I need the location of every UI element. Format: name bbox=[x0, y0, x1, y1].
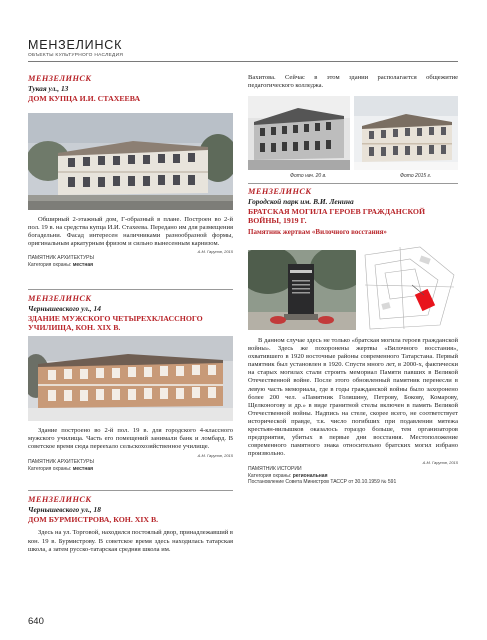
photo-memorial bbox=[248, 250, 356, 330]
right-column-s4-text bbox=[248, 337, 458, 486]
section-divider bbox=[248, 183, 458, 184]
photo-burmistrov-old bbox=[248, 96, 350, 170]
section-body: Здесь на ул. Торговой, находился постоялый двор, принадлежавший в кон. 19 в. Бурмистрову. В советское время здесь находилась татарская школа, а затем русско-татарская средняя школа им. bbox=[28, 529, 234, 553]
photo-caption-old: Фото нач. 20 в. bbox=[290, 173, 327, 179]
section-label: МЕНЗЕЛИНСК bbox=[248, 187, 312, 196]
page-header-subtitle: ОБЪЕКТЫ КУЛЬТУРНОГО НАСЛЕДИЯ bbox=[28, 53, 124, 58]
left-column-s2-head bbox=[28, 294, 233, 333]
protection-category bbox=[28, 466, 233, 473]
protection-category-value: местная bbox=[72, 465, 94, 472]
section-body: Обширный 2-этажный дом, Г-образный в плане. Построен во 2-й пол. 19 в. на средства купца И.И. Стахеева. Передано им для размещения богадельни. Фасад интересен наличниками разнообразной формы, оригинальным аркатурным фризом и сильно вынесенным карнизом. bbox=[28, 216, 233, 248]
protection-category-label: Категория охраны: bbox=[28, 465, 72, 472]
section-title: БРАТСКАЯ МОГИЛА ГЕРОЕВ ГРАЖДАНСКОЙ ВОЙНЫ, 1919 Г. bbox=[248, 207, 426, 226]
protection-category-label: Категория охраны: bbox=[248, 472, 292, 479]
protection-category bbox=[28, 262, 233, 269]
left-column-s2-text bbox=[28, 427, 233, 472]
section-divider bbox=[28, 490, 233, 491]
section-body: Здание построено во 2-й пол. 19 в. для городского 4-классного мужского училища. Часть его помещений занимали банк и ломбард. В советское время сюда переехало сельскохозяйственное училище. bbox=[28, 427, 233, 451]
section-location: Городской парк им. В.И. Ленина bbox=[248, 197, 354, 206]
protection-category-label: Категория охраны: bbox=[28, 261, 72, 268]
left-column-s1-text bbox=[28, 216, 233, 268]
photo-credit: А.М. Гарунов, 2015 bbox=[197, 453, 233, 459]
photo-caption-new: Фото 2015 г. bbox=[400, 173, 432, 179]
section-location: Чернышевского ул., 18 bbox=[28, 505, 101, 514]
section-location: Тукая ул., 13 bbox=[28, 84, 69, 93]
page-number: 640 bbox=[28, 616, 44, 627]
section-label: МЕНЗЕЛИНСК bbox=[28, 294, 92, 303]
photo-credit: А.М. Гарунов, 2015 bbox=[422, 460, 458, 466]
section-body: В данном случае здесь не только «братская могила героев гражданской войны». Здесь же похоронены жертвы «Вилочного восстания», охватившего в 1920 восточные районы современного Татарстана. Первый памятник был установлен в 1920. Спустя много лет, в 2000-х, фактически на старых могилах стали строить мемориал Памяти павших в Великой Отечественной войне. После этого обновленный памятник перенесли в левую часть мемориала, где в годы гражданской войны было захоронено более 200 чел. «Памятник Голяшину, Петрову, Бокову, Комарову, Щелконогову и др.» в виде гранитной стелы включен в память Великой Отечественной войны. Надпись на стеле, скорее всего, не соответствует исторической правде, т.к. число погибших при подавлении мятежа крестьян-вилышков оказалось гораздо больше, тем организаторов предприятия, убитых в первые дни восстания. Местоположение современного памятного знака относительно братских могил избрано произвольно. bbox=[248, 337, 458, 458]
protection-category-value: местная bbox=[72, 261, 94, 268]
monument-type: ПАМЯТНИК АРХИТЕКТУРЫ bbox=[28, 459, 94, 466]
left-column bbox=[28, 74, 233, 103]
section-title: ДОМ КУПЦА И.И. СТАХЕЕВА bbox=[28, 94, 141, 103]
monument-type: ПАМЯТНИК АРХИТЕКТУРЫ bbox=[28, 255, 94, 262]
memorial-site-map bbox=[360, 245, 458, 331]
photo-stakheev-house bbox=[28, 113, 233, 210]
right-column-s4-head bbox=[248, 187, 458, 237]
section-subtitle: Памятник жертвам «Вилочного восстания» bbox=[248, 227, 387, 236]
section-divider bbox=[28, 289, 233, 290]
section-label: МЕНЗЕЛИНСК bbox=[28, 495, 92, 504]
left-column-s3 bbox=[28, 495, 233, 554]
protection-category-value: региональная bbox=[292, 472, 328, 479]
right-column-continued bbox=[248, 74, 458, 90]
photo-credit: А.М. Гарунов, 2015 bbox=[197, 249, 233, 255]
monument-type: ПАМЯТНИК ИСТОРИИ bbox=[248, 466, 302, 473]
section-title: ЗДАНИЕ МУЖСКОГО ЧЕТЫРЕХКЛАССНОГО УЧИЛИЩА, КОН. XIX В. bbox=[28, 314, 203, 333]
header-rule bbox=[28, 61, 458, 62]
photo-burmistrov-new bbox=[354, 96, 458, 170]
section-location: Чернышевского ул., 14 bbox=[28, 304, 101, 313]
protection-decree: Постановление Совета Министров ТАССР от 30.10.1959 № 591 bbox=[248, 479, 397, 486]
continued-text: Вахитова. Сейчас в этом здании располагается общежитие педагогического колледжа. bbox=[248, 74, 458, 90]
section-title: ДОМ БУРМИСТРОВА, КОН. XIX В. bbox=[28, 515, 159, 524]
photo-school-building bbox=[28, 336, 233, 421]
section-label: МЕНЗЕЛИНСК bbox=[28, 74, 92, 83]
page-header-title: МЕНЗЕЛИНСК bbox=[28, 38, 123, 52]
